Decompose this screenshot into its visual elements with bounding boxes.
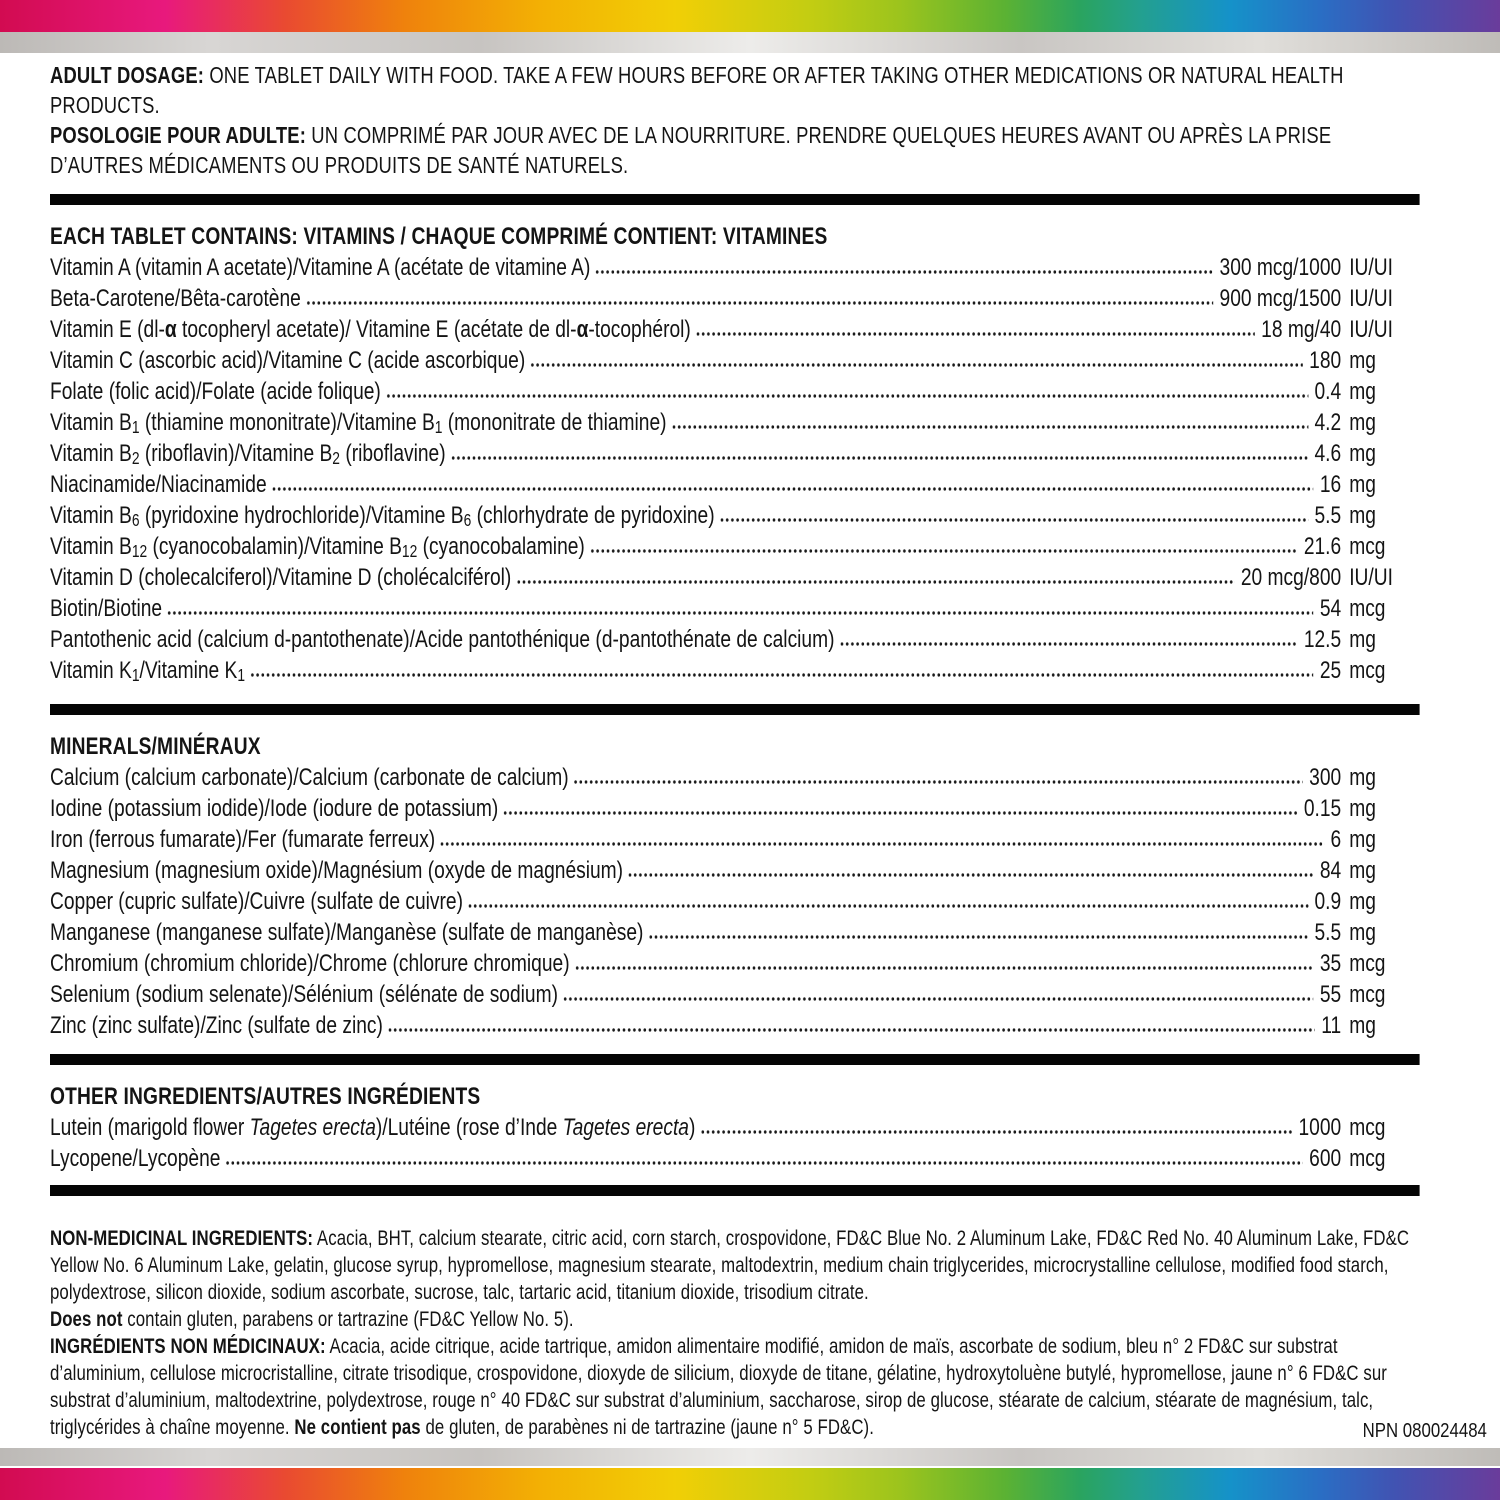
ingredient-amount: 4.6: [1314, 440, 1342, 467]
posologie-adulte-text: POSOLOGIE POUR ADULTE: UN COMPRIMÉ PAR JOUR AVEC DE LA NOURRITURE. PRENDRE QUELQUES HEURES AVANT OU APRÈS LA PRISE D’AUTRES MÉDICAMENTS OU PRODUITS DE SANTÉ NATURELS.: [50, 122, 1332, 178]
ingredient-name: Manganese (manganese sulfate)/Manganèse (sulfate de manganèse): [50, 919, 644, 946]
condensed-text-wrapper: [50, 60, 1420, 1441]
ingredient-row: [50, 438, 1420, 469]
rainbow-bar-top: [0, 0, 1500, 32]
ingredient-row: [50, 407, 1420, 438]
ingredient-amount: 55: [1319, 981, 1342, 1008]
minerals-rows: [50, 762, 1420, 1041]
non-medicinal-ingredients-fr: INGRÉDIENTS NON MÉDICINAUX: Acacia, acide citrique, acide tartrique, amidon alimentaire modifié, amidon de maïs, ascorbate de sodium, bleu n° 2 FD&C sur substrat d’aluminium, cellulose microcristalline, citrate trisodique, crospovidone, dioxyde de silicium, dioxyde de titane, gélatine, hydroxytoluène butylé, hypromellose, jaune n° 6 FD&C sur substrat d’aluminium, maltodextrine, polydextrose, rouge n° 40 FD&C sur substrat d’aluminium, saccharose, sirop de glucose, stéarate de calcium, stéarate de magnésium, talc, triglycérides à chaîne moyenne. Ne contient pas de gluten, de parabènes ni de tartrazine (jaune n° 5 FD&C).: [50, 1335, 1387, 1439]
ingredient-amount: 4.2: [1314, 409, 1342, 436]
vitamins-heading: EACH TABLET CONTAINS: VITAMINS / CHAQUE COMPRIMÉ CONTIENT: VITAMINES: [50, 223, 828, 250]
ingredient-amount: 600: [1309, 1145, 1342, 1172]
ingredient-name: Vitamin $B_2$ (riboflavin)/Vitamine $B_2$ (riboflavine): [50, 440, 446, 469]
ingredient-name: Zinc (zinc sulfate)/Zinc (sulfate de zinc): [50, 1012, 383, 1039]
adult-dosage-text: ADULT DOSAGE: ONE TABLET DAILY WITH FOOD. TAKE A FEW HOURS BEFORE OR AFTER TAKING OTHER MEDICATIONS OR NATURAL HEALTH PRODUCTS.: [50, 62, 1344, 118]
ingredient-row: [50, 948, 1420, 979]
ingredient-name: Vitamin C (ascorbic acid)/Vitamine C (acide ascorbique): [50, 347, 526, 374]
ingredient-amount: 20 mcg/800: [1240, 564, 1342, 591]
ingredient-unit: mg: [1349, 626, 1376, 653]
ingredient-name: Vitamin $B_{12}$ (cyanocobalamin)/Vitamine $B_{12}$ (cyanocobalamine): [50, 533, 585, 562]
ingredient-name: Vitamin A (vitamin A acetate)/Vitamine A (acétate de vitamine A): [50, 254, 591, 281]
ingredient-amount: 0.4: [1314, 378, 1342, 405]
ingredient-row: [50, 500, 1420, 531]
ingredient-row: [50, 345, 1420, 376]
ingredient-name: Calcium (calcium carbonate)/Calcium (carbonate de calcium): [50, 764, 569, 791]
silver-strip-top: [0, 32, 1500, 53]
divider-rule: [50, 1185, 1420, 1196]
divider-rule: [50, 704, 1420, 715]
ingredient-unit: mg: [1349, 1012, 1376, 1039]
ingredient-name: Vitamin $B_1$ (thiamine mononitrate)/Vitamine $B_1$ (mononitrate de thiamine): [50, 409, 667, 438]
label-content: [50, 60, 1420, 1441]
ingredient-name: Lutein (marigold flower Tagetes erecta)/Lutéine (rose d’Inde Tagetes erecta): [50, 1114, 696, 1141]
ingredient-row: [50, 531, 1420, 562]
ingredient-row: [50, 793, 1420, 824]
ingredient-row: [50, 855, 1420, 886]
ingredient-row: [50, 1010, 1420, 1041]
ingredient-unit: IU/UI: [1349, 316, 1393, 343]
ingredient-amount: 25: [1319, 657, 1342, 684]
ingredient-unit: mg: [1349, 857, 1376, 884]
does-not-contain-note: Does not contain gluten, parabens or tartrazine (FD&C Yellow No. 5).: [50, 1308, 574, 1331]
ingredient-unit: mg: [1349, 378, 1376, 405]
ingredient-unit: mcg: [1349, 595, 1386, 622]
ingredient-row: [50, 624, 1420, 655]
ingredient-unit: mcg: [1349, 533, 1386, 560]
ingredient-row: [50, 655, 1420, 686]
ingredient-amount: 1000: [1298, 1114, 1342, 1141]
ingredient-row: [50, 886, 1420, 917]
ingredient-amount: 0.9: [1314, 888, 1342, 915]
ingredient-unit: IU/UI: [1349, 254, 1393, 281]
npn-number: NPN 080024484: [1362, 1420, 1487, 1442]
ingredient-name: Vitamin $K_1$/Vitamine $K_1$: [50, 657, 246, 686]
ingredient-row: [50, 979, 1420, 1010]
ingredient-row: [50, 376, 1420, 407]
ingredient-amount: 180: [1309, 347, 1342, 374]
ingredient-name: Beta-Carotene/Bêta-carotène: [50, 285, 301, 312]
divider-rule: [50, 1054, 1420, 1065]
ingredient-unit: mcg: [1349, 657, 1386, 684]
ingredient-amount: 11: [1321, 1012, 1342, 1039]
ingredient-unit: mg: [1349, 826, 1376, 853]
ingredient-unit: mg: [1349, 764, 1376, 791]
ingredient-name: Vitamin E (dl-α tocopheryl acetate)/ Vitamine E (acétate de dl-α-tocophérol): [50, 316, 691, 343]
minerals-section: [50, 731, 1420, 1041]
ingredient-name: Vitamin D (cholecalciferol)/Vitamine D (cholécalciférol): [50, 564, 512, 591]
ingredient-name: Iron (ferrous fumarate)/Fer (fumarate ferreux): [50, 826, 436, 853]
ingredient-row: [50, 917, 1420, 948]
ingredient-name: Pantothenic acid (calcium d-pantothenate)/Acide pantothénique (d-pantothénate de calcium): [50, 626, 835, 653]
ingredient-unit: mcg: [1349, 1114, 1386, 1141]
ingredient-name: Iodine (potassium iodide)/Iode (iodure de potassium): [50, 795, 499, 822]
ingredient-row: [50, 283, 1420, 314]
ingredient-amount: 16: [1319, 471, 1342, 498]
ingredient-amount: 900 mcg/1500: [1219, 285, 1342, 312]
ingredient-amount: 35: [1319, 950, 1342, 977]
other-ingredients-rows: [50, 1112, 1420, 1174]
ingredient-unit: mg: [1349, 795, 1376, 822]
ingredient-row: [50, 562, 1420, 593]
ingredient-row: [50, 314, 1420, 345]
ingredient-row: [50, 469, 1420, 500]
ingredient-row: [50, 1112, 1420, 1143]
ingredient-amount: 84: [1319, 857, 1342, 884]
ingredient-unit: mg: [1349, 502, 1376, 529]
ingredient-name: Niacinamide/Niacinamide: [50, 471, 267, 498]
ingredient-row: [50, 1143, 1420, 1174]
ingredient-amount: 300: [1309, 764, 1342, 791]
ingredient-unit: mg: [1349, 440, 1376, 467]
ingredient-unit: mg: [1349, 471, 1376, 498]
ingredient-amount: 54: [1319, 595, 1342, 622]
silver-strip-bottom: [0, 1448, 1500, 1466]
ingredient-amount: 6: [1330, 826, 1342, 853]
ingredient-row: [50, 762, 1420, 793]
ingredient-unit: IU/UI: [1349, 564, 1393, 591]
divider-rule: [50, 194, 1420, 205]
ingredient-row: [50, 252, 1420, 283]
ingredient-name: Selenium (sodium selenate)/Sélénium (sélénate de sodium): [50, 981, 558, 1008]
vitamins-section: [50, 221, 1420, 686]
ingredient-name: Magnesium (magnesium oxide)/Magnésium (oxyde de magnésium): [50, 857, 624, 884]
ingredient-unit: IU/UI: [1349, 285, 1393, 312]
ingredient-row: [50, 824, 1420, 855]
ingredient-name: Chromium (chromium chloride)/Chrome (chlorure chromique): [50, 950, 570, 977]
ingredient-unit: mg: [1349, 888, 1376, 915]
ingredient-amount: 0.15: [1303, 795, 1342, 822]
ingredient-name: Folate (folic acid)/Folate (acide folique): [50, 378, 381, 405]
ingredient-unit: mcg: [1349, 1145, 1386, 1172]
minerals-heading: MINERALS/MINÉRAUX: [50, 733, 261, 760]
ingredient-amount: 300 mcg/1000: [1219, 254, 1342, 281]
ingredient-unit: mg: [1349, 347, 1376, 374]
ingredient-name: Copper (cupric sulfate)/Cuivre (sulfate de cuivre): [50, 888, 463, 915]
other-ingredients-heading: OTHER INGREDIENTS/AUTRES INGRÉDIENTS: [50, 1083, 481, 1110]
ingredient-amount: 5.5: [1314, 919, 1342, 946]
rainbow-bar-bottom: [0, 1468, 1500, 1500]
ingredient-name: Biotin/Biotine: [50, 595, 163, 622]
ingredient-unit: mcg: [1349, 950, 1386, 977]
ingredient-row: [50, 593, 1420, 624]
non-medicinal-ingredients-en: NON-MEDICINAL INGREDIENTS: Acacia, BHT, calcium stearate, citric acid, corn starch, crospovidone, FD&C Blue No. 2 Aluminum Lake, FD&C Red No. 40 Aluminum Lake, FD&C Yellow No. 6 Aluminum Lake, gelatin, glucose syrup, hypromellose, magnesium stearate, maltodextrin, medium chain triglycerides, microcrystalline cellulose, modified food starch, polydextrose, silicon dioxide, sodium ascorbate, sucrose, talc, tartaric acid, titanium dioxide, trisodium citrate.: [50, 1227, 1410, 1304]
ingredient-unit: mg: [1349, 919, 1376, 946]
ingredient-name: Vitamin $B_6$ (pyridoxine hydrochloride)/Vitamine $B_6$ (chlorhydrate de pyridoxine): [50, 502, 715, 531]
ingredient-amount: 12.5: [1303, 626, 1342, 653]
ingredient-amount: 18 mg/40: [1261, 316, 1342, 343]
ingredient-unit: mg: [1349, 409, 1376, 436]
vitamins-rows: [50, 252, 1420, 686]
ingredient-unit: mcg: [1349, 981, 1386, 1008]
ingredient-amount: 5.5: [1314, 502, 1342, 529]
other-ingredients-section: [50, 1081, 1420, 1174]
ingredient-name: Lycopene/Lycopène: [50, 1145, 221, 1172]
ingredient-amount: 21.6: [1303, 533, 1342, 560]
